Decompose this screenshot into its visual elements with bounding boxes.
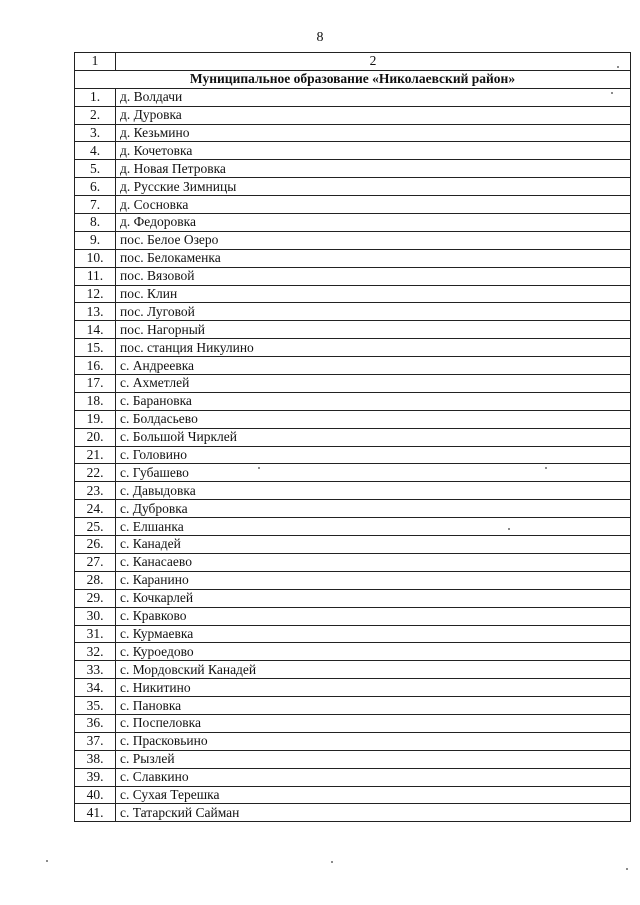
settlement-name: с. Головино — [116, 446, 631, 464]
table-row — [75, 482, 631, 500]
settlement-name: д. Новая Петровка — [116, 160, 631, 178]
table-row — [75, 500, 631, 518]
settlement-name: с. Андреевка — [116, 357, 631, 375]
table-row — [75, 88, 631, 106]
settlement-name: пос. Белокаменка — [116, 249, 631, 267]
row-number: 20. — [75, 428, 116, 446]
row-number: 27. — [75, 553, 116, 571]
row-number: 15. — [75, 339, 116, 357]
settlement-name: с. Елшанка — [116, 518, 631, 536]
table-row — [75, 732, 631, 750]
row-number: 40. — [75, 786, 116, 804]
row-number: 11. — [75, 267, 116, 285]
scan-speck — [331, 861, 333, 863]
settlement-name: с. Дубровка — [116, 500, 631, 518]
scan-speck — [626, 868, 628, 870]
table-body — [75, 53, 631, 822]
table-row — [75, 607, 631, 625]
table-row — [75, 786, 631, 804]
settlement-name: с. Канадей — [116, 536, 631, 554]
scan-speck — [545, 467, 547, 469]
table-row — [75, 679, 631, 697]
table-row — [75, 750, 631, 768]
table-row — [75, 428, 631, 446]
row-number: 38. — [75, 750, 116, 768]
row-number: 30. — [75, 607, 116, 625]
table-row — [75, 142, 631, 160]
settlement-name: с. Канасаево — [116, 553, 631, 571]
row-number: 16. — [75, 357, 116, 375]
table-row — [75, 375, 631, 393]
settlement-name: с. Никитино — [116, 679, 631, 697]
settlement-name: д. Дуровка — [116, 106, 631, 124]
settlements-table — [74, 52, 631, 822]
table-row — [75, 768, 631, 786]
row-number: 41. — [75, 804, 116, 822]
settlement-name: с. Куроедово — [116, 643, 631, 661]
row-number: 2. — [75, 106, 116, 124]
table-row — [75, 464, 631, 482]
scan-speck — [611, 92, 613, 94]
row-number: 1. — [75, 88, 116, 106]
section-title: Муниципальное образование «Николаевский район» — [75, 70, 631, 88]
row-number: 39. — [75, 768, 116, 786]
settlement-name: с. Пановка — [116, 697, 631, 715]
settlement-name: д. Сосновка — [116, 196, 631, 214]
settlement-name: д. Федоровка — [116, 214, 631, 232]
settlement-name: с. Курмаевка — [116, 625, 631, 643]
table-row — [75, 321, 631, 339]
row-number: 3. — [75, 124, 116, 142]
row-number: 4. — [75, 142, 116, 160]
page-number: 8 — [316, 30, 324, 45]
settlement-name: д. Кезьмино — [116, 124, 631, 142]
row-number: 31. — [75, 625, 116, 643]
row-number: 22. — [75, 464, 116, 482]
row-number: 37. — [75, 732, 116, 750]
row-number: 17. — [75, 375, 116, 393]
table-row — [75, 106, 631, 124]
table-row — [75, 571, 631, 589]
header-cell-name: 2 — [116, 53, 631, 71]
table-row — [75, 249, 631, 267]
table-row — [75, 661, 631, 679]
table-row — [75, 124, 631, 142]
section-row — [75, 70, 631, 88]
row-number: 32. — [75, 643, 116, 661]
row-number: 25. — [75, 518, 116, 536]
table-row — [75, 357, 631, 375]
row-number: 12. — [75, 285, 116, 303]
settlement-name: с. Мордовский Канадей — [116, 661, 631, 679]
row-number: 33. — [75, 661, 116, 679]
settlement-name: с. Кочкарлей — [116, 589, 631, 607]
settlement-name: пос. Клин — [116, 285, 631, 303]
settlement-name: с. Большой Чирклей — [116, 428, 631, 446]
settlement-name: д. Русские Зимницы — [116, 178, 631, 196]
row-number: 35. — [75, 697, 116, 715]
header-cell-number: 1 — [75, 53, 116, 71]
row-number: 34. — [75, 679, 116, 697]
row-number: 19. — [75, 410, 116, 428]
table-row — [75, 589, 631, 607]
scan-speck — [46, 860, 48, 862]
table-row — [75, 410, 631, 428]
settlement-name: пос. Вязовой — [116, 267, 631, 285]
row-number: 13. — [75, 303, 116, 321]
row-number: 28. — [75, 571, 116, 589]
row-number: 29. — [75, 589, 116, 607]
settlement-name: с. Рызлей — [116, 750, 631, 768]
settlement-name: с. Кравково — [116, 607, 631, 625]
table-row — [75, 303, 631, 321]
table-row — [75, 214, 631, 232]
scan-speck — [508, 528, 510, 530]
table-row — [75, 231, 631, 249]
table-row — [75, 625, 631, 643]
row-number: 21. — [75, 446, 116, 464]
table-row — [75, 697, 631, 715]
table-row — [75, 285, 631, 303]
table-row — [75, 643, 631, 661]
row-number: 9. — [75, 231, 116, 249]
table-row — [75, 160, 631, 178]
settlement-name: с. Барановка — [116, 392, 631, 410]
table-row — [75, 196, 631, 214]
table-row — [75, 536, 631, 554]
settlement-name: пос. Нагорный — [116, 321, 631, 339]
table-row — [75, 267, 631, 285]
row-number: 24. — [75, 500, 116, 518]
scan-speck — [258, 467, 260, 469]
row-number: 26. — [75, 536, 116, 554]
row-number: 10. — [75, 249, 116, 267]
row-number: 23. — [75, 482, 116, 500]
settlement-name: с. Каранино — [116, 571, 631, 589]
row-number: 18. — [75, 392, 116, 410]
table-row — [75, 804, 631, 822]
row-number: 8. — [75, 214, 116, 232]
table-row — [75, 518, 631, 536]
row-number: 7. — [75, 196, 116, 214]
row-number: 5. — [75, 160, 116, 178]
row-number: 36. — [75, 714, 116, 732]
row-number: 6. — [75, 178, 116, 196]
settlement-name: д. Кочетовка — [116, 142, 631, 160]
settlement-name: с. Поспеловка — [116, 714, 631, 732]
settlement-name: с. Болдасьево — [116, 410, 631, 428]
settlement-name: с. Давыдовка — [116, 482, 631, 500]
settlement-name: с. Ахметлей — [116, 375, 631, 393]
settlement-name: с. Губашево — [116, 464, 631, 482]
settlement-name: с. Сухая Терешка — [116, 786, 631, 804]
settlement-name: с. Прасковьино — [116, 732, 631, 750]
table-row — [75, 178, 631, 196]
settlement-name: с. Татарский Сайман — [116, 804, 631, 822]
settlement-name: пос. станция Никулино — [116, 339, 631, 357]
settlement-name: д. Волдачи — [116, 88, 631, 106]
table-row — [75, 446, 631, 464]
scan-speck — [617, 66, 619, 68]
table-row — [75, 392, 631, 410]
header-row — [75, 53, 631, 71]
settlement-name: с. Славкино — [116, 768, 631, 786]
table-row — [75, 714, 631, 732]
table-row — [75, 553, 631, 571]
settlement-name: пос. Белое Озеро — [116, 231, 631, 249]
row-number: 14. — [75, 321, 116, 339]
table-row — [75, 339, 631, 357]
settlement-name: пос. Луговой — [116, 303, 631, 321]
